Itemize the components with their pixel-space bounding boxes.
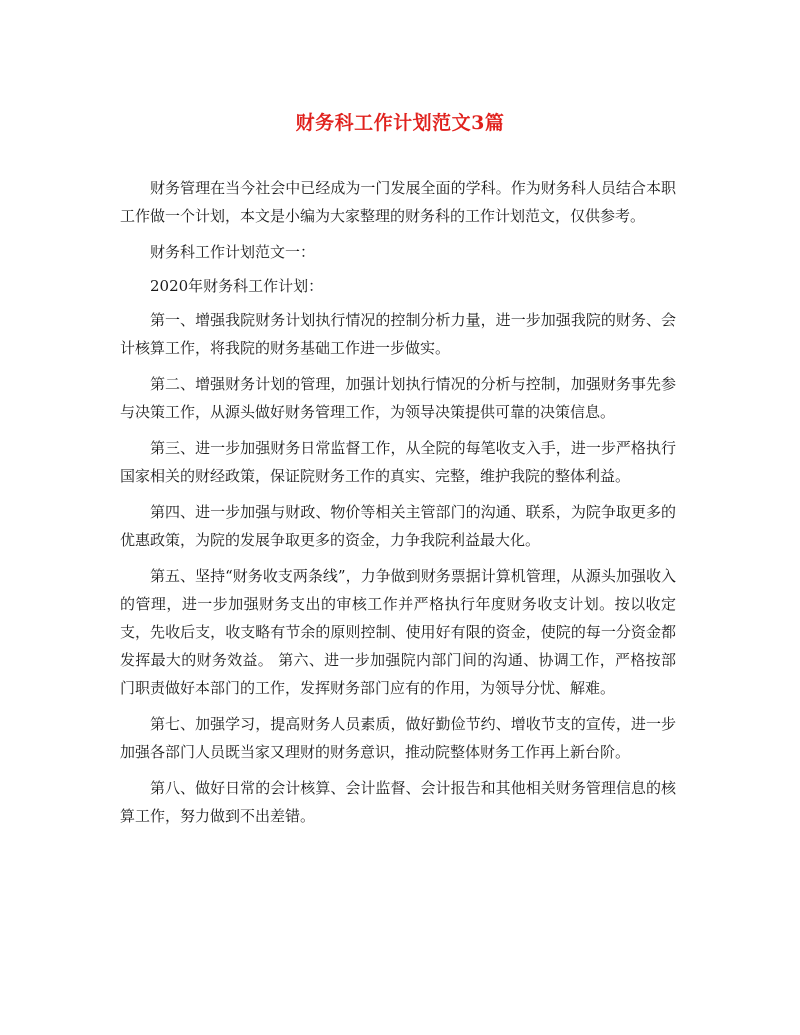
document-title: 财务科工作计划范文3篇 xyxy=(295,112,505,134)
paragraph-item-8: 第八、做好日常的会计核算、会计监督、会计报告和其他相关财务管理信息的核算工作，努力做到不出差错。 xyxy=(120,779,676,825)
paragraph-item-4: 第四、进一步加强与财政、物价等相关主管部门的沟通、联系，为院争取更多的优惠政策，为院的发展争取更多的资金，力争我院利益最大化。 xyxy=(120,503,676,549)
paragraph-item-7: 第七、加强学习，提高财务人员素质，做好勤俭节约、增收节支的宣传，进一步加强各部门人员既当家又理财的财务意识，推动院整体财务工作再上新台阶。 xyxy=(120,715,676,761)
section-heading: 财务科工作计划范文一： xyxy=(150,243,316,261)
plan-heading: 2020年财务科工作计划： xyxy=(150,277,324,295)
paragraph-item-5-6: 第五、坚持“财务收支两条线”，力争做到财务票据计算机管理，从源头加强收入的管理，进一步加强财务支出的审核工作并严格执行年度财务收支计划。按以收定支，先收后支，收支略有节余的原则控制、使用好有限的资金，使院的每一分资金都发挥最大的财务效益。 第六、进一步加强院内部门间的沟通、协调工作，严格按部门职责做好本部门的工作，发挥财务部门应有的作用，为领导分忧、解难。 xyxy=(120,567,676,697)
paragraph-item-2: 第二、增强财务计划的管理，加强计划执行情况的分析与控制，加强财务事先参与决策工作，从源头做好财务管理工作，为领导决策提供可靠的决策信息。 xyxy=(120,375,676,421)
intro-paragraph: 财务管理在当今社会中已经成为一门发展全面的学科。作为财务科人员结合本职工作做一个计划，本文是小编为大家整理的财务科的工作计划范文，仅供参考。 xyxy=(120,179,676,225)
paragraph-item-1: 第一、增强我院财务计划执行情况的控制分析力量，进一步加强我院的财务、会计核算工作，将我院的财务基础工作进一步做实。 xyxy=(120,311,676,357)
paragraph-item-3: 第三、进一步加强财务日常监督工作，从全院的每笔收支入手，进一步严格执行国家相关的财经政策，保证院财务工作的真实、完整，维护我院的整体利益。 xyxy=(120,439,676,485)
document-body xyxy=(120,174,676,838)
